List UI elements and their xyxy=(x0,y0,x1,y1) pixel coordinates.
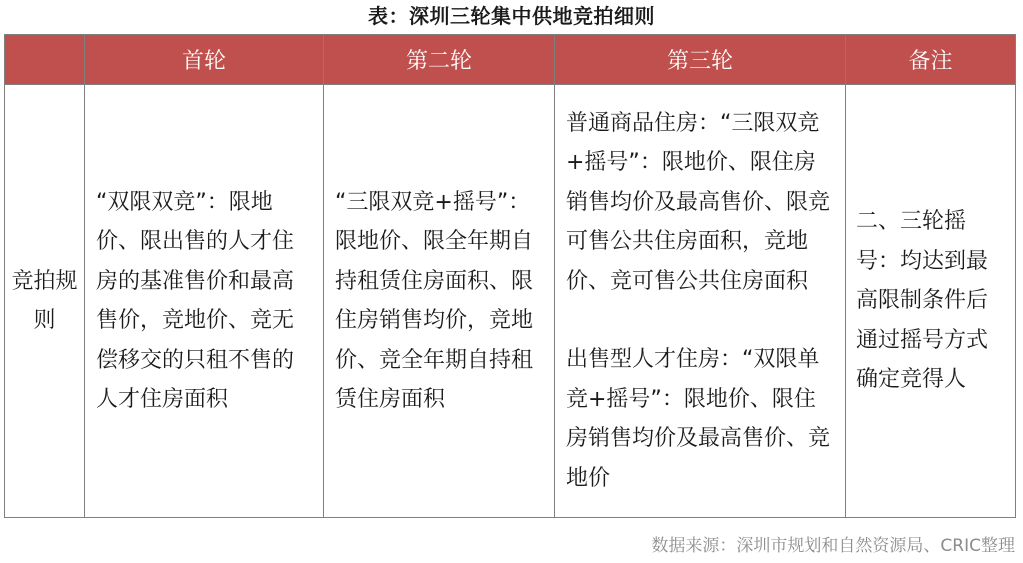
auction-rules-table xyxy=(4,34,1016,518)
table-title: 表：深圳三轮集中供地竞拍细则 xyxy=(368,4,655,28)
table-row xyxy=(5,85,1016,518)
cell-note: 二、三轮摇号：均达到最高限制条件后通过摇号方式确定竞得人 xyxy=(846,85,1016,518)
data-source-note: 数据来源：深圳市规划和自然资源局、CRIC整理 xyxy=(651,536,1015,556)
paragraph-gap xyxy=(566,301,831,340)
cell-round2-rules: “三限双竞+摇号”：限地价、限全年期自持租赁住房面积、限住房销售均价，竞地价、竞全年期自持租赁住房面积 xyxy=(324,85,555,518)
round3-ordinary-housing-text: 普通商品住房：“三限双竞+摇号”：限地价、限住房销售均价及最高售价、限竞可售公共住房面积，竞地价、竞可售公共住房面积 xyxy=(566,110,831,294)
header-note: 备注 xyxy=(846,35,1016,85)
row-label-auction-rules: 竞拍规则 xyxy=(5,85,85,518)
header-row xyxy=(5,35,1016,85)
header-round3: 第三轮 xyxy=(555,35,846,85)
round3-talent-housing-text: 出售型人才住房：“双限单竞+摇号”：限地价、限住房销售均价及最高售价、竞地价 xyxy=(566,347,831,491)
header-round1: 首轮 xyxy=(85,35,324,85)
header-corner xyxy=(5,35,85,85)
cell-round1-rules: “双限双竞”：限地价、限出售的人才住房的基准售价和最高售价，竞地价、竞无偿移交的只租不售的人才住房面积 xyxy=(85,85,324,518)
cell-round3-rules xyxy=(555,85,846,518)
header-round2: 第二轮 xyxy=(324,35,555,85)
